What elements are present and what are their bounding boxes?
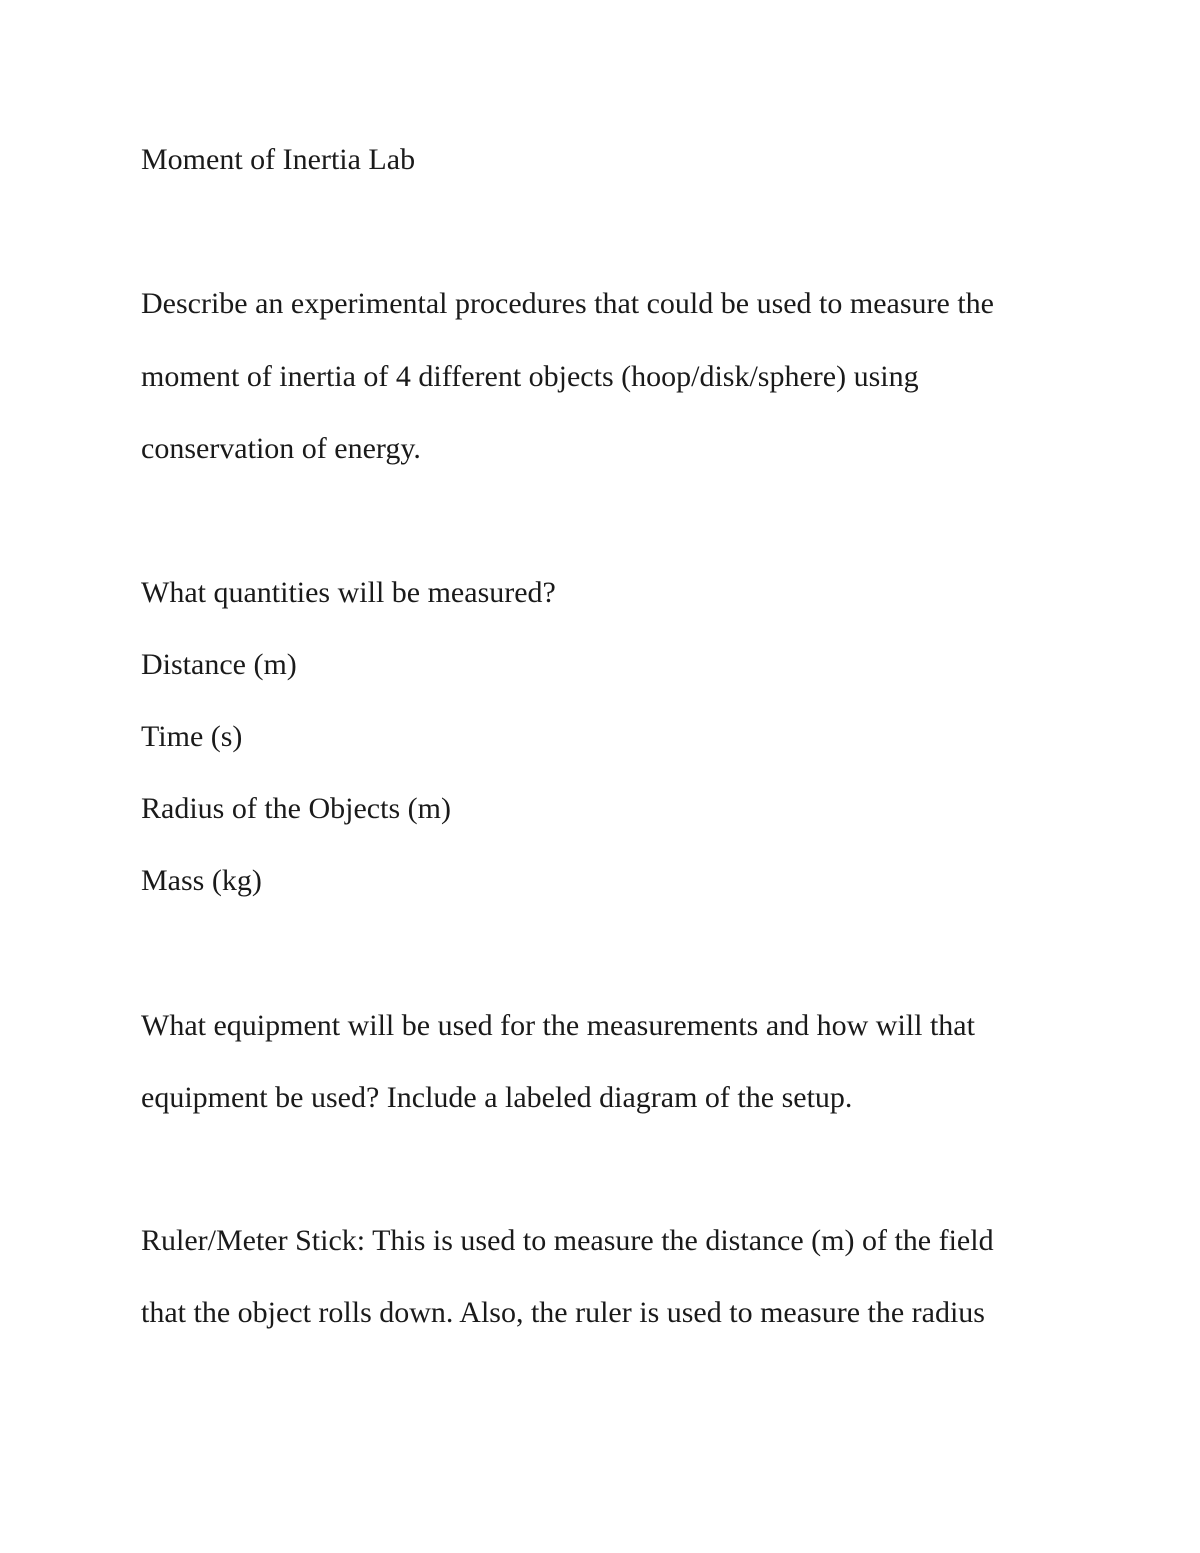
quantities-question: What quantities will be measured? — [141, 576, 556, 609]
equipment-answer-line-2: that the object rolls down. Also, the ruler is used to measure the radius — [141, 1296, 985, 1329]
prompt-line-3: conservation of energy. — [141, 432, 421, 465]
document-title: Moment of Inertia Lab — [141, 143, 416, 176]
quantity-item-mass: Mass (kg) — [141, 864, 262, 897]
equipment-question-line-2: equipment be used? Include a labeled diagram of the setup. — [141, 1081, 853, 1114]
equipment-question-line-1: What equipment will be used for the measurements and how will that — [141, 1009, 975, 1042]
quantity-item-time: Time (s) — [141, 720, 243, 753]
equipment-answer-line-1: Ruler/Meter Stick: This is used to measure the distance (m) of the field — [141, 1224, 994, 1257]
quantity-item-distance: Distance (m) — [141, 648, 297, 681]
prompt-line-2: moment of inertia of 4 different objects (hoop/disk/sphere) using — [141, 360, 919, 393]
prompt-line-1: Describe an experimental procedures that could be used to measure the — [141, 287, 994, 320]
quantity-item-radius: Radius of the Objects (m) — [141, 792, 451, 825]
